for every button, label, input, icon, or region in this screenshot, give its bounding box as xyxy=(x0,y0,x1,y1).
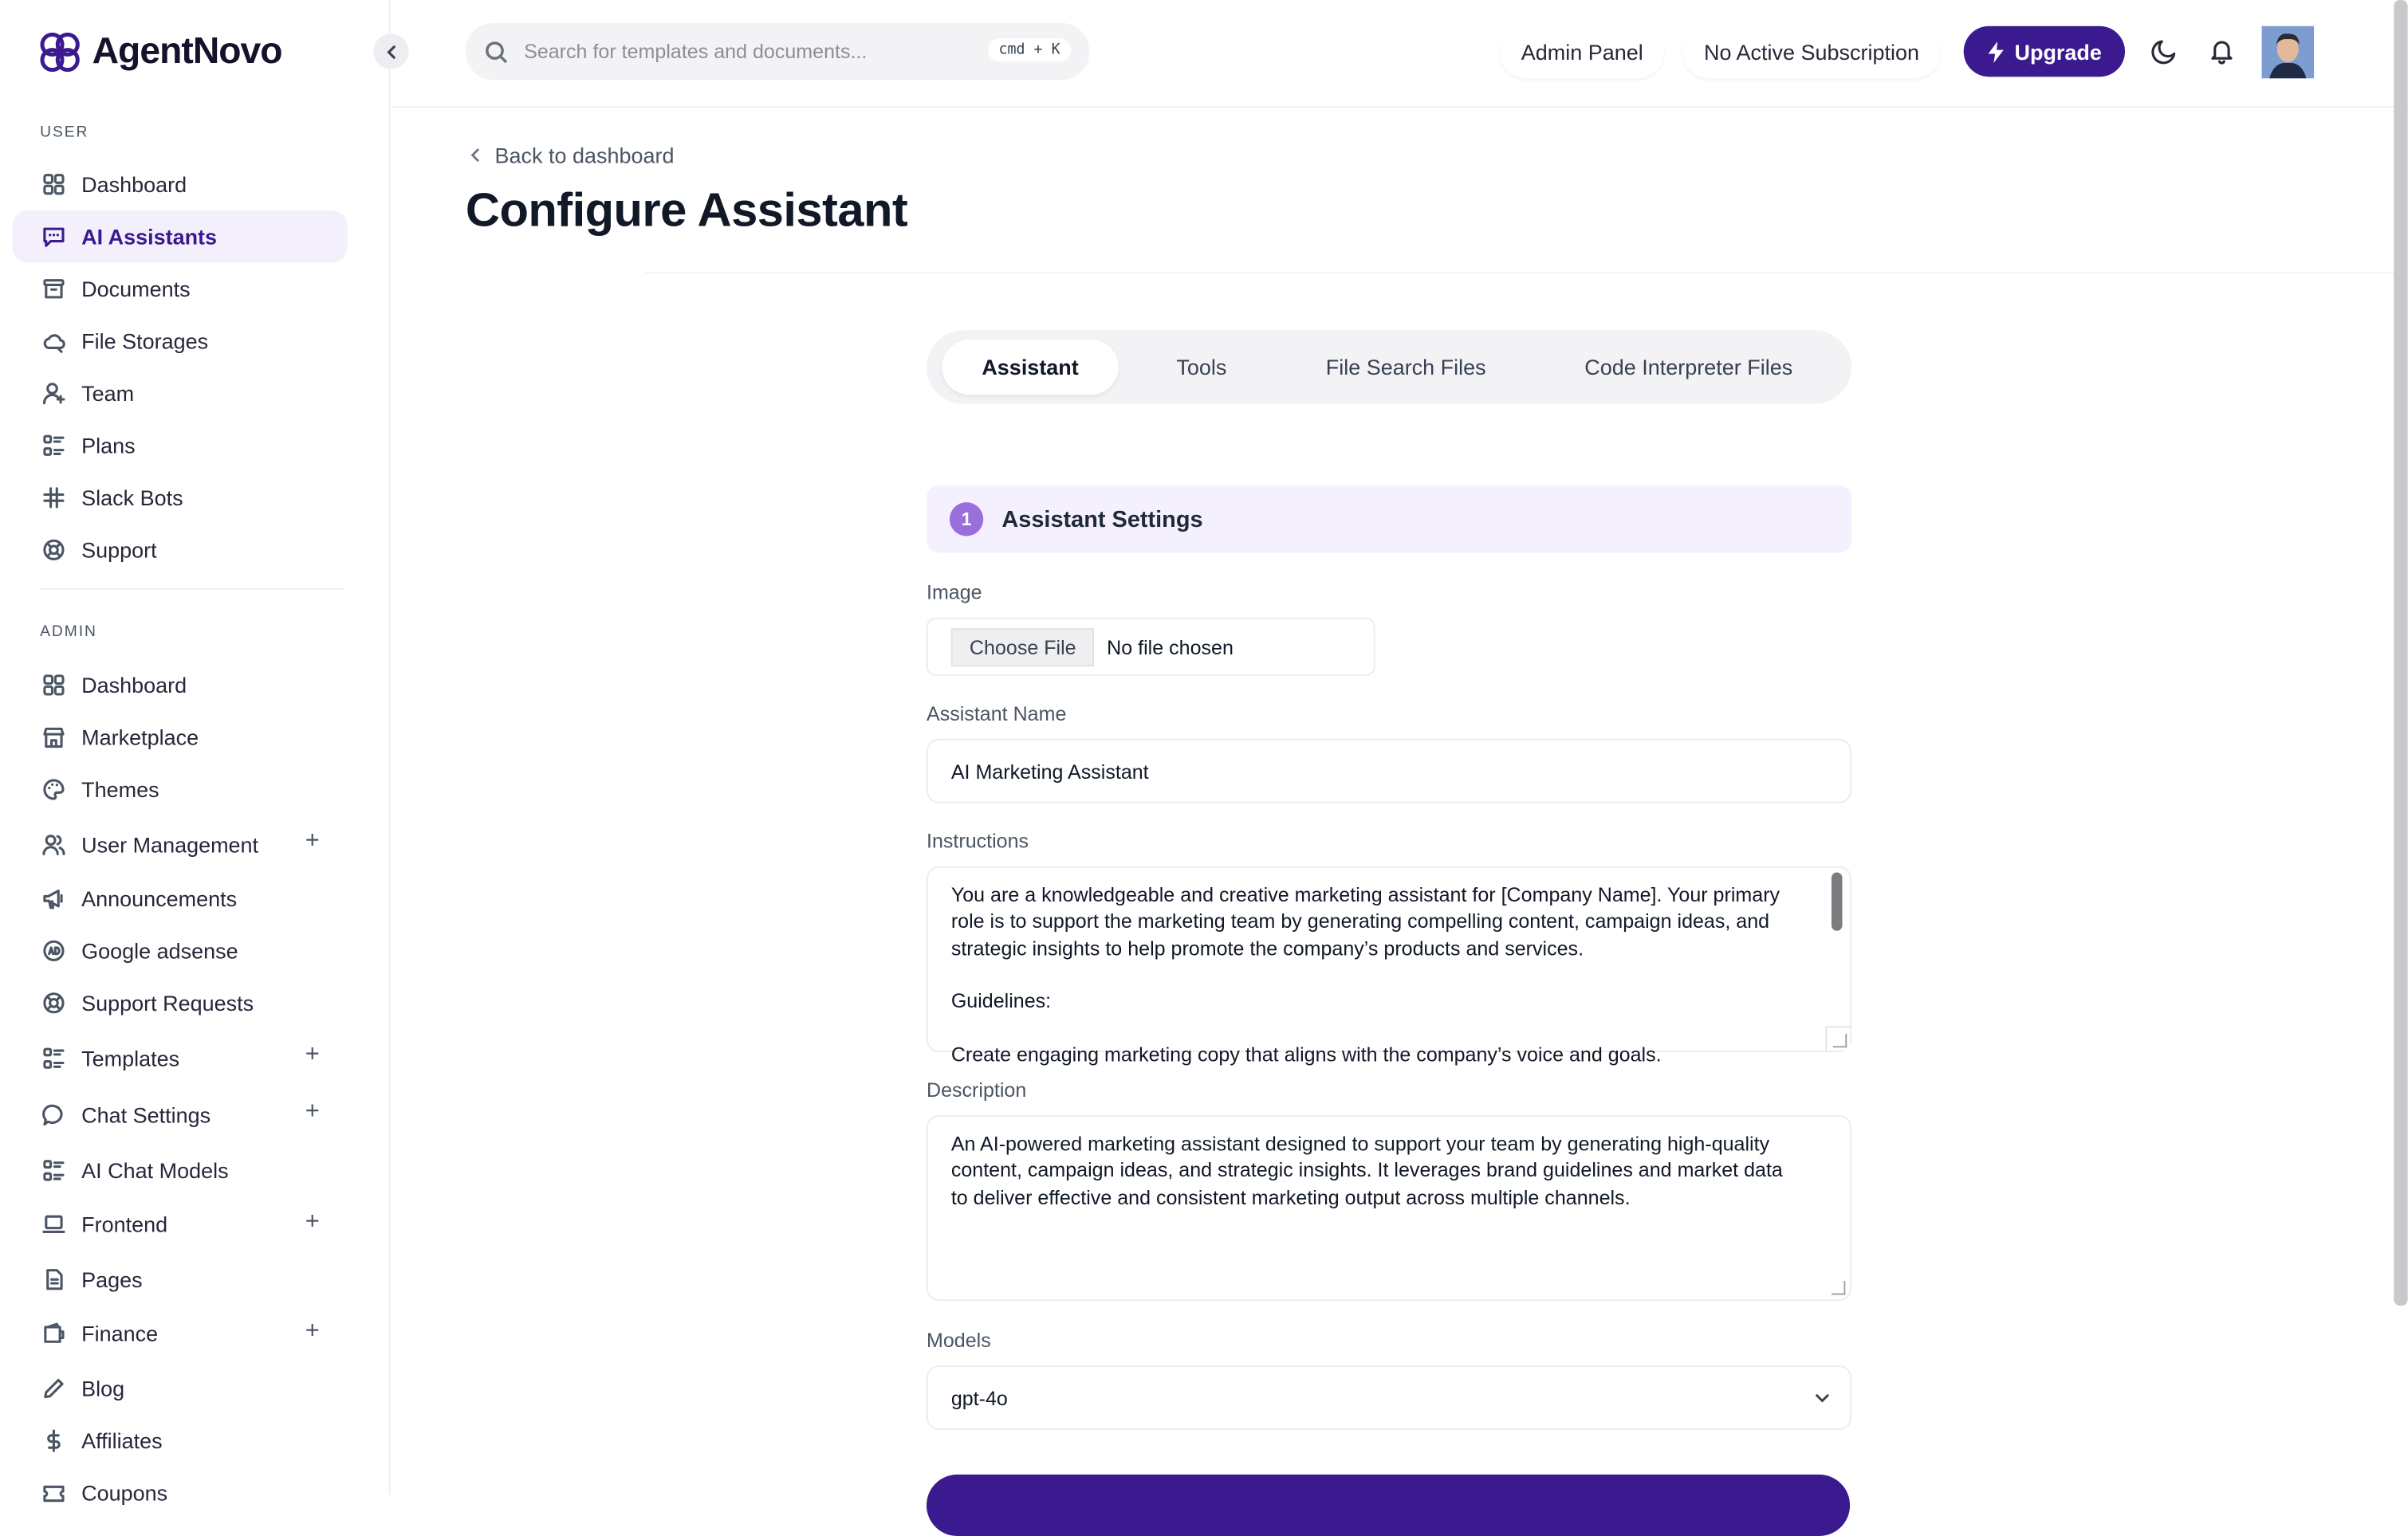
nav-item-label: Announcements xyxy=(81,886,238,911)
sidebar-admin-item-chat-settings[interactable] xyxy=(12,1086,347,1142)
store-icon xyxy=(40,724,68,752)
plus-icon[interactable]: + xyxy=(305,1098,320,1125)
sidebar-item-support[interactable] xyxy=(12,524,347,576)
nav-item-label: Dashboard xyxy=(81,171,187,197)
back-to-dashboard-link[interactable] xyxy=(469,143,675,167)
resize-handle[interactable] xyxy=(1825,1026,1850,1051)
sidebar-admin-item-google-adsense[interactable] xyxy=(12,925,347,977)
sidebar-divider xyxy=(40,588,344,590)
chevron-left-icon xyxy=(384,44,399,59)
brand[interactable] xyxy=(37,29,281,76)
grid-icon xyxy=(40,671,68,699)
agentnovo-logo-icon xyxy=(37,29,83,76)
archive-icon xyxy=(40,275,68,303)
search-icon xyxy=(484,39,509,64)
instructions-label: Instructions xyxy=(926,829,1029,853)
resize-grip-icon[interactable] xyxy=(1832,1281,1845,1294)
page-icon xyxy=(40,1265,68,1293)
nav-item-label: Chat Settings xyxy=(81,1102,211,1127)
nav-item-label: Themes xyxy=(81,777,159,802)
tab-file-search-files[interactable]: File Search Files xyxy=(1325,355,1486,379)
page-scrollbar[interactable] xyxy=(2394,0,2407,1306)
description-label: Description xyxy=(926,1078,1027,1102)
palette-icon xyxy=(40,776,68,803)
assistant-name-label: Assistant Name xyxy=(926,701,1067,725)
sidebar-admin-item-themes[interactable] xyxy=(12,764,347,816)
tab-code-interpreter-files[interactable]: Code Interpreter Files xyxy=(1584,355,1793,379)
dark-mode-toggle[interactable] xyxy=(2151,37,2182,68)
page-title: Configure Assistant xyxy=(465,183,908,237)
instructions-scrollbar[interactable] xyxy=(1832,873,1842,931)
sidebar-admin-item-coupons[interactable] xyxy=(12,1467,347,1519)
header-divider xyxy=(391,106,2407,108)
nav-item-label: AI Assistants xyxy=(81,224,218,249)
nav-item-label: Documents xyxy=(81,276,191,301)
description-text: An AI-powered marketing assistant designed to support your team by generating high-quality content, campaign ideas, and strategic insights. It leverages brand guidelines and market data to deliver effective and consistent marketing output across multiple channels. xyxy=(950,1132,1788,1208)
sidebar-item-dashboard[interactable] xyxy=(12,158,347,210)
nav-item-label: Templates xyxy=(81,1045,180,1070)
instructions-textarea[interactable] xyxy=(927,866,1851,1066)
section-title: Assistant Settings xyxy=(1001,505,1203,532)
dollar-icon xyxy=(40,1427,68,1455)
ad-icon xyxy=(40,937,68,964)
sidebar-admin-item-templates[interactable] xyxy=(12,1029,347,1086)
sidebar-item-ai-assistants[interactable] xyxy=(12,210,347,263)
bolt-icon xyxy=(1987,41,2005,62)
file-status: No file chosen xyxy=(1107,634,1234,658)
sidebar-item-team[interactable] xyxy=(12,367,347,420)
search-input[interactable]: Search for templates and documents... xyxy=(524,40,868,64)
slack-icon xyxy=(40,484,68,512)
nav-item-label: Google adsense xyxy=(81,938,238,964)
sidebar-admin-item-ai-chat-models[interactable] xyxy=(12,1143,347,1196)
list-icon xyxy=(40,1043,68,1071)
admin-nav xyxy=(12,659,347,1519)
sidebar-admin-item-finance[interactable] xyxy=(12,1306,347,1361)
selected-model: gpt-4o xyxy=(950,1386,1008,1410)
step-badge: 1 xyxy=(950,502,983,536)
nav-item-label: Support Requests xyxy=(81,990,254,1015)
list-icon xyxy=(40,1156,68,1184)
nav-item-label: Team xyxy=(81,380,135,406)
save-button[interactable] xyxy=(927,1475,1850,1536)
sidebar-admin-item-marketplace[interactable] xyxy=(12,711,347,764)
instructions-text: You are a knowledgeable and creative marketing assistant for [Company Name]. Your primary role is to support the marketing team by generating compelling content, campaign ideas, and strategic insights to help promote the company’s products and services. Guidelines: Create engaging marketing copy that aligns with the company’s voice and goals. xyxy=(950,883,1780,1066)
assistant-name-input[interactable]: AI Marketing Assistant xyxy=(927,739,1851,803)
user-plus-icon xyxy=(40,379,68,407)
image-file-input[interactable] xyxy=(927,618,1375,676)
chevron-left-icon xyxy=(469,147,482,163)
sidebar-admin-item-blog[interactable] xyxy=(12,1361,347,1414)
grid-icon xyxy=(40,171,68,198)
moon-icon xyxy=(2151,37,2179,65)
plus-icon[interactable]: + xyxy=(305,1208,320,1235)
tab-assistant[interactable]: Assistant xyxy=(942,340,1119,395)
assistant-settings-header xyxy=(927,485,1851,553)
collapse-sidebar-button[interactable] xyxy=(373,33,408,69)
ticket-icon xyxy=(40,1479,68,1507)
sidebar-admin-item-user-management[interactable] xyxy=(12,815,347,872)
nav-item-label: AI Chat Models xyxy=(81,1157,229,1182)
laptop-icon xyxy=(40,1210,68,1238)
lifebuoy-icon xyxy=(40,536,68,564)
upgrade-button[interactable] xyxy=(1964,26,2125,77)
wallet-icon xyxy=(40,1319,68,1347)
admin-section-label: ADMIN xyxy=(40,623,97,641)
resize-grip-icon xyxy=(1833,1034,1847,1047)
notifications-button[interactable] xyxy=(2208,37,2239,68)
users-icon xyxy=(40,831,68,858)
nav-item-label: Support xyxy=(81,537,157,563)
nav-item-label: Coupons xyxy=(81,1480,168,1506)
search-bar[interactable] xyxy=(466,23,1089,80)
choose-file-button[interactable]: Choose File xyxy=(951,627,1095,666)
sidebar-admin-item-affiliates[interactable] xyxy=(12,1415,347,1467)
sidebar-admin-item-support-requests[interactable] xyxy=(12,977,347,1030)
back-label: Back to dashboard xyxy=(494,143,675,168)
avatar-image xyxy=(2262,26,2315,79)
sidebar-admin-item-dashboard[interactable] xyxy=(12,659,347,712)
bell-icon xyxy=(2208,37,2236,65)
nav-item-label: File Storages xyxy=(81,328,209,354)
nav-item-label: Blog xyxy=(81,1375,125,1400)
nav-item-label: Pages xyxy=(81,1266,143,1291)
sidebar-item-file-storages[interactable] xyxy=(12,315,347,367)
chat-bubble-icon xyxy=(40,1101,68,1129)
sidebar-item-documents[interactable] xyxy=(12,263,347,316)
tab-bar xyxy=(927,330,1851,403)
chevron-down-icon xyxy=(1813,1389,1832,1407)
sidebar-item-plans[interactable] xyxy=(12,419,347,472)
search-shortcut: cmd + K xyxy=(988,38,1071,61)
models-select[interactable] xyxy=(927,1365,1851,1430)
models-label: Models xyxy=(926,1328,991,1352)
plus-icon[interactable]: + xyxy=(305,827,320,854)
nav-item-label: Affiliates xyxy=(81,1428,163,1453)
nav-item-label: Slack Bots xyxy=(81,485,183,510)
sidebar-admin-item-announcements[interactable] xyxy=(12,873,347,925)
pen-icon xyxy=(40,1374,68,1402)
chat-icon xyxy=(40,222,68,250)
brand-name: AgentNovo xyxy=(92,30,282,73)
sidebar-admin-item-pages[interactable] xyxy=(12,1252,347,1306)
user-avatar[interactable] xyxy=(2262,26,2315,79)
nav-item-label: Frontend xyxy=(81,1212,168,1237)
description-textarea[interactable] xyxy=(927,1115,1851,1301)
nav-item-label: Finance xyxy=(81,1321,159,1346)
lifebuoy-icon xyxy=(40,989,68,1017)
sidebar xyxy=(0,0,390,1506)
nav-item-label: User Management xyxy=(81,831,259,857)
plus-icon[interactable]: + xyxy=(305,1318,320,1345)
image-label: Image xyxy=(926,580,982,604)
nav-item-label: Marketplace xyxy=(81,725,199,750)
user-nav xyxy=(12,158,347,576)
upgrade-label: Upgrade xyxy=(2014,39,2102,64)
subscription-button[interactable]: No Active Subscription xyxy=(1682,26,1941,79)
sidebar-admin-item-frontend[interactable] xyxy=(12,1196,347,1251)
plus-icon[interactable]: + xyxy=(305,1041,320,1068)
megaphone-icon xyxy=(40,885,68,913)
list-icon xyxy=(40,431,68,459)
sidebar-item-slack-bots[interactable] xyxy=(12,472,347,524)
nav-item-label: Dashboard xyxy=(81,673,187,697)
cloud-icon xyxy=(40,327,68,355)
user-section-label: USER xyxy=(40,124,89,142)
nav-item-label: Plans xyxy=(81,433,136,458)
title-divider xyxy=(645,272,2407,273)
tab-tools[interactable]: Tools xyxy=(1176,355,1227,379)
admin-panel-button[interactable]: Admin Panel xyxy=(1500,26,1665,79)
